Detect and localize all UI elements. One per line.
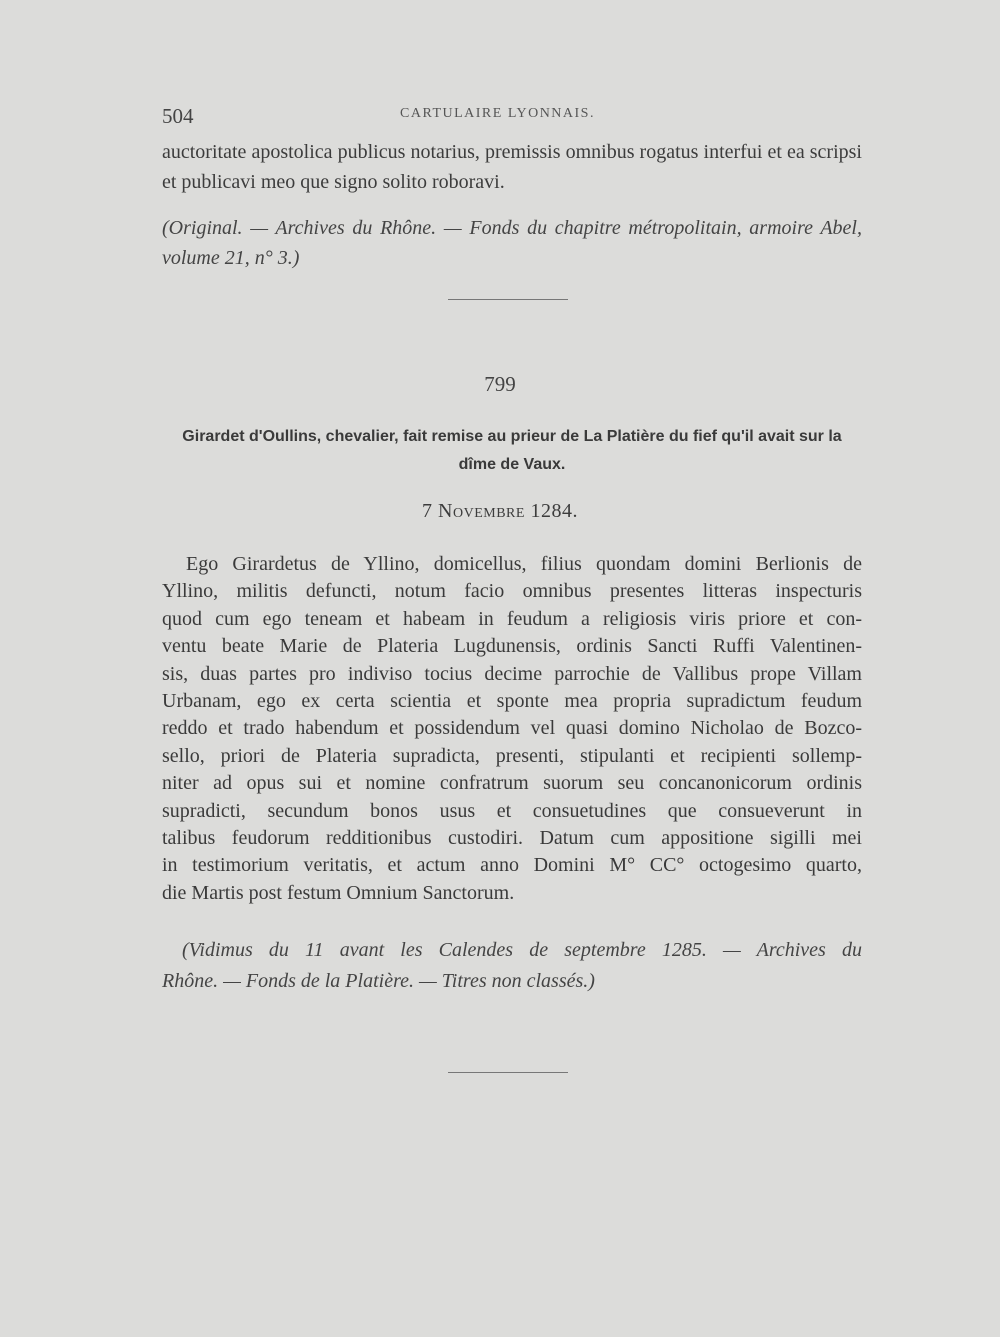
charter-body-line: Ego Girardetus de Yllino, domicellus, filius quondam domini Berlionis de bbox=[186, 553, 862, 575]
source-citation-previous: (Original. — Archives du Rhône. — Fonds du chapitre métropolitain, armoire Abel, volume 21, n° 3.) bbox=[162, 217, 862, 269]
charter-body-line: die Martis post festum Omnium Sanctorum. bbox=[162, 881, 515, 904]
charter-body-line: in testimorium veritatis, et actum anno Domini M° CC° octogesimo quarto, bbox=[162, 854, 862, 877]
separator-rule bbox=[448, 1072, 568, 1073]
charter-date bbox=[0, 500, 1000, 523]
charter-body-line: supradicti, secundum bonos usus et consuetudines que consueverunt in bbox=[162, 799, 862, 822]
charter-body-line: sis, duas partes pro indiviso tocius decime parrochie de Vallibus prope Villam bbox=[162, 662, 862, 685]
date-year: 1284. bbox=[530, 500, 578, 522]
charter-body-line: sello, priori de Plateria supradicta, presenti, stipulanti et recipienti sollemp- bbox=[162, 744, 862, 767]
source-citation-line: (Vidimus du 11 avant les Calendes de septembre 1285. — Archives du bbox=[182, 939, 862, 961]
charter-body-line: reddo et trado habendum et possidendum vel quasi domino Nicholao de Bozco- bbox=[162, 717, 862, 740]
page-number: 504 bbox=[162, 104, 194, 128]
date-day: 7 bbox=[422, 500, 433, 522]
charter-number: 799 bbox=[484, 372, 516, 396]
charter-body-line: ventu beate Marie de Plateria Lugdunensis, ordinis Sancti Ruffi Valentinen- bbox=[162, 635, 862, 658]
charter-body-line: talibus feudorum redditionibus custodiri. Datum cum appositione sigilli mei bbox=[162, 827, 862, 850]
charter-body-line: Urbanam, ego ex certa scientia et sponte mea propria supradictum feudum bbox=[162, 690, 862, 713]
charter-body-line: quod cum ego teneam et habeam in feudum a religiosis viris priore et con- bbox=[162, 607, 862, 630]
continuation-paragraph: auctoritate apostolica publicus notarius, premissis omnibus rogatus interfui et ea scripsi et publicavi meo que signo solito roboravi. bbox=[162, 141, 862, 193]
running-title: CARTULAIRE LYONNAIS. bbox=[400, 106, 595, 121]
date-month: Novembre bbox=[438, 500, 525, 522]
charter-summary: Girardet d'Oullins, chevalier, fait remise au prieur de La Platière du fief qu'il avait sur la dîme de Vaux. bbox=[182, 428, 842, 473]
charter-body-line: niter ad opus sui et nomine confratrum suorum seu concanonicorum ordinis bbox=[162, 772, 862, 795]
separator-rule bbox=[448, 299, 568, 300]
source-citation-line: Rhône. — Fonds de la Platière. — Titres non classés.) bbox=[162, 970, 595, 992]
charter-body bbox=[162, 551, 862, 907]
charter-body-line: Yllino, militis defuncti, notum facio omnibus presentes litteras inspecturis bbox=[162, 580, 862, 603]
source-citation-charter bbox=[162, 935, 862, 997]
